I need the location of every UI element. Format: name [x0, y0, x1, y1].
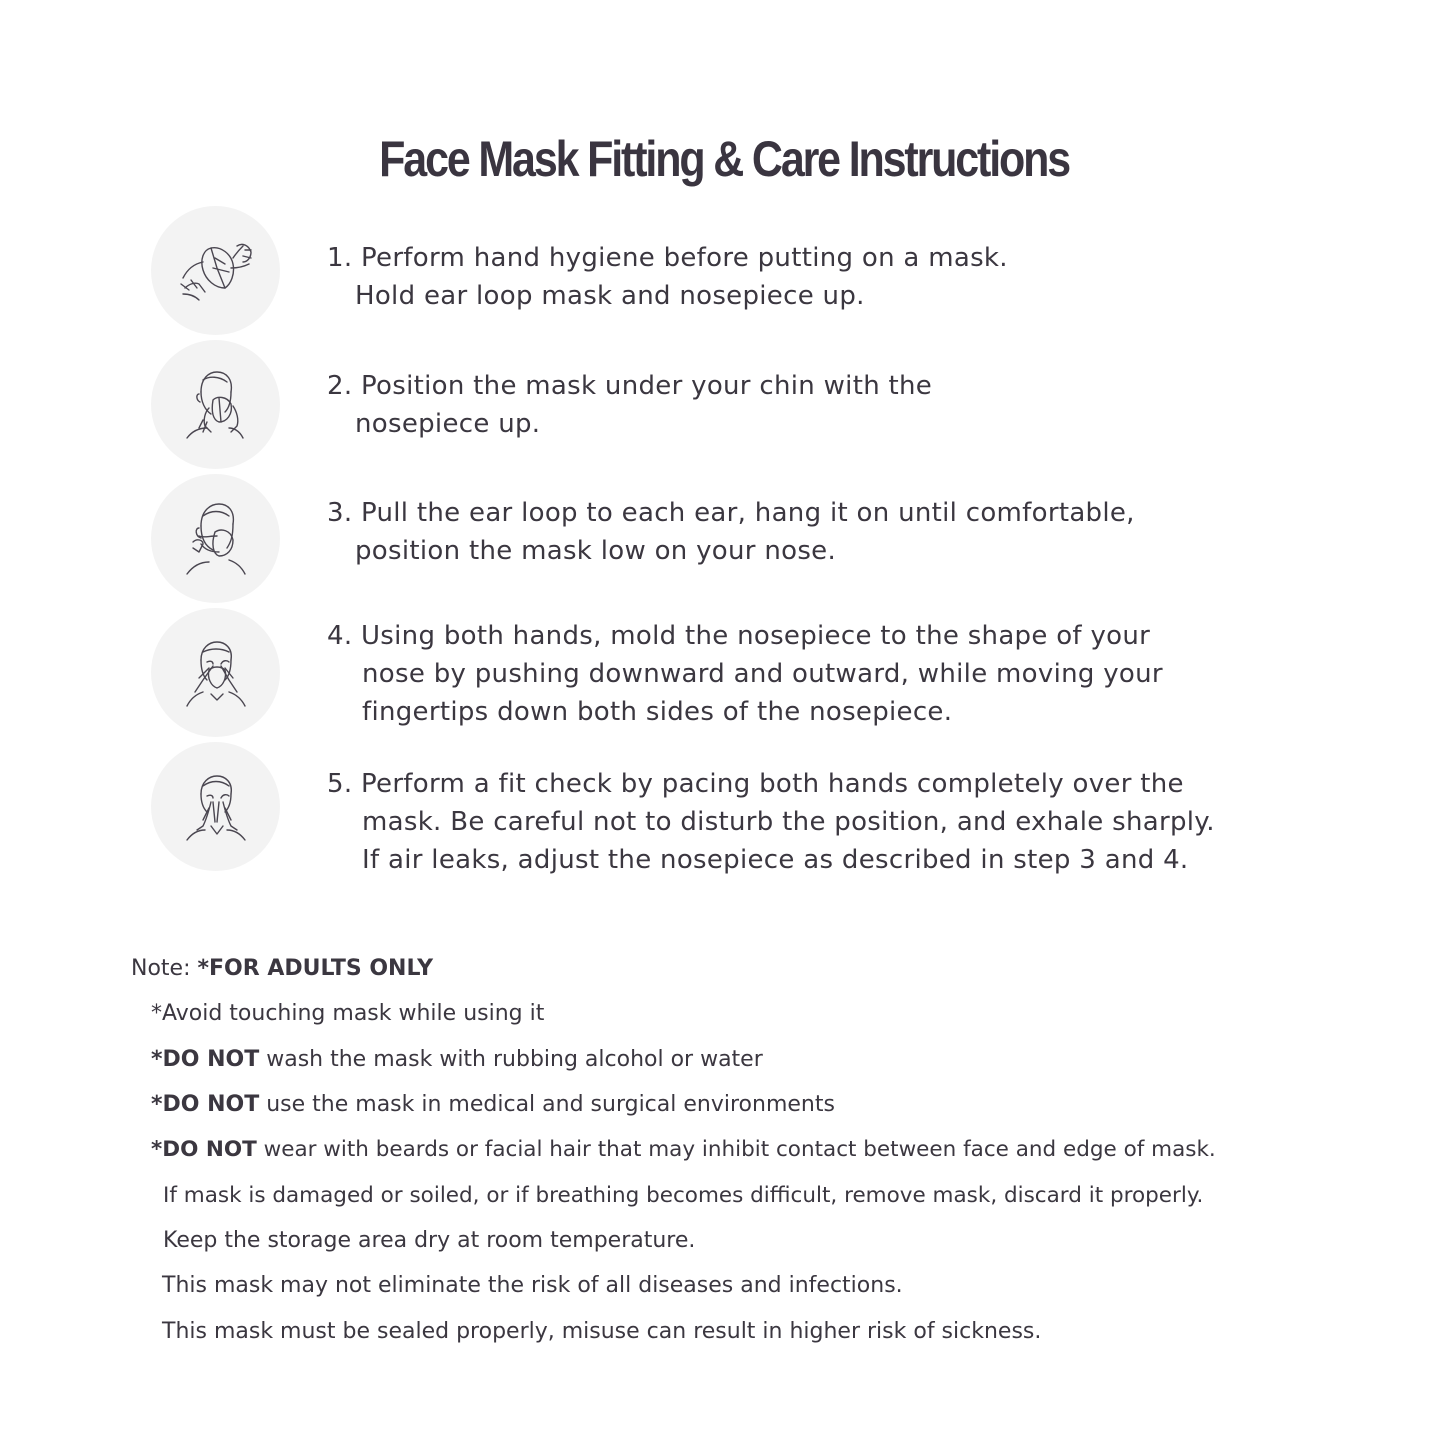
step-1-text: 1. Perform hand hygiene before putting on a mask. Hold ear loop mask and nosepiece up. — [327, 243, 1008, 311]
step-2-text: 2. Position the mask under your chin with the nosepiece up. — [327, 371, 933, 439]
step-3-text: 3. Pull the ear loop to each ear, hang it on until comfortable, position the mask low on your nose. — [327, 498, 1135, 566]
ear-loop-icon — [151, 474, 280, 603]
note-storage: Keep the storage area dry at room temperature. — [163, 1228, 696, 1253]
step-5-text: 5. Perform a fit check by pacing both hands completely over the mask. Be careful not to disturb the position, and exhale sharply. If air leaks, adjust the nosepiece as described in step 3 and 4. — [327, 769, 1215, 875]
mask-under-chin-icon — [151, 340, 280, 469]
hands-holding-mask-icon — [151, 206, 280, 335]
note-no-medical-use: *DO NOT use the mask in medical and surgical environments — [151, 1092, 835, 1117]
note-adults-only: Note: *FOR ADULTS ONLY — [131, 956, 433, 981]
note-sealed: This mask must be sealed properly, misuse can result in higher risk of sickness. — [162, 1319, 1042, 1344]
note-avoid-touching: *Avoid touching mask while using it — [151, 1001, 545, 1026]
note-damaged: If mask is damaged or soiled, or if breathing becomes difficult, remove mask, discard it properly. — [163, 1183, 1204, 1208]
note-no-beards: *DO NOT wear with beards or facial hair that may inhibit contact between face and edge of mask. — [151, 1137, 1216, 1162]
note-risk: This mask may not eliminate the risk of all diseases and infections. — [162, 1273, 903, 1298]
step-4-text: 4. Using both hands, mold the nosepiece to the shape of your nose by pushing downward and outward, while moving your fingertips down both sides of the nosepiece. — [327, 621, 1163, 727]
note-no-washing: *DO NOT wash the mask with rubbing alcohol or water — [151, 1047, 763, 1072]
mold-nosepiece-icon — [151, 608, 280, 737]
fit-check-icon — [151, 742, 280, 871]
page-title: Face Mask Fitting & Care Instructions — [379, 131, 1070, 187]
